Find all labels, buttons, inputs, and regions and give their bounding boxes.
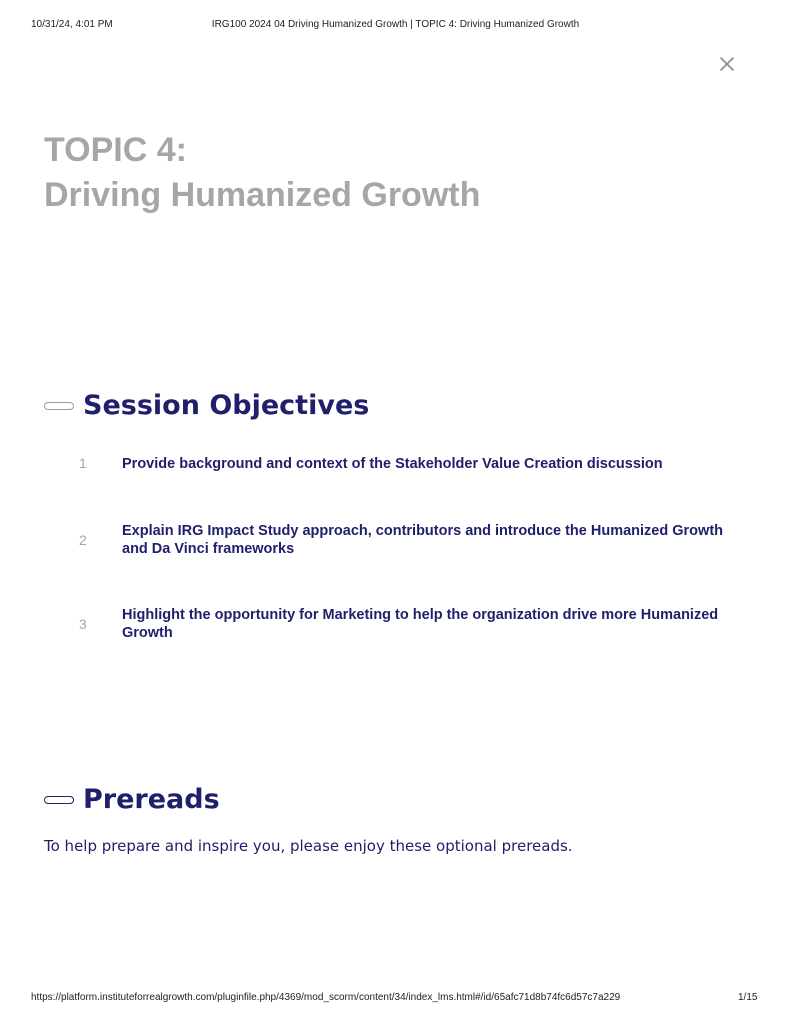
close-button[interactable]: [717, 54, 737, 74]
session-objectives-title: Session Objectives: [83, 390, 370, 421]
close-icon: [717, 54, 737, 74]
objective-number: 1: [79, 455, 87, 471]
prereads-heading: [44, 784, 220, 815]
print-document-title: IRG100 2024 04 Driving Humanized Growth | TOPIC 4: Driving Humanized Growth: [211, 19, 580, 30]
page-number: 1/15: [738, 992, 758, 1003]
page-title: [44, 128, 744, 218]
objective-text: Provide background and context of the Stakeholder Value Creation discussion: [122, 456, 663, 472]
pill-icon: [44, 796, 74, 804]
objective-text: Explain IRG Impact Study approach, contributors and introduce the Humanized Growth and Da Vinci frameworks: [122, 523, 723, 557]
objective-number: 2: [79, 532, 87, 548]
print-footer: [0, 992, 791, 1006]
prereads-description: To help prepare and inspire you, please enjoy these optional prereads.: [44, 837, 573, 855]
print-datetime: 10/31/24, 4:01 PM: [31, 19, 113, 30]
print-url: https://platform.instituteforrealgrowth.com/pluginfile.php/4369/mod_scorm/content/34/index_lms.html#/id/65afc71d8b74fc6d57c7a229: [31, 992, 621, 1003]
objective-number: 3: [79, 616, 87, 632]
objective-item: [76, 522, 736, 558]
pill-icon: [44, 402, 74, 410]
objective-item: [76, 606, 736, 642]
session-objectives-heading: [44, 390, 369, 421]
prereads-title: Prereads: [83, 784, 220, 815]
objective-text: Highlight the opportunity for Marketing to help the organization drive more Humanized Growth: [122, 607, 719, 641]
print-header: [0, 19, 791, 33]
objective-item: [76, 455, 736, 473]
topic-title: Driving Humanized Growth: [44, 176, 481, 214]
topic-label: TOPIC 4:: [44, 131, 187, 169]
